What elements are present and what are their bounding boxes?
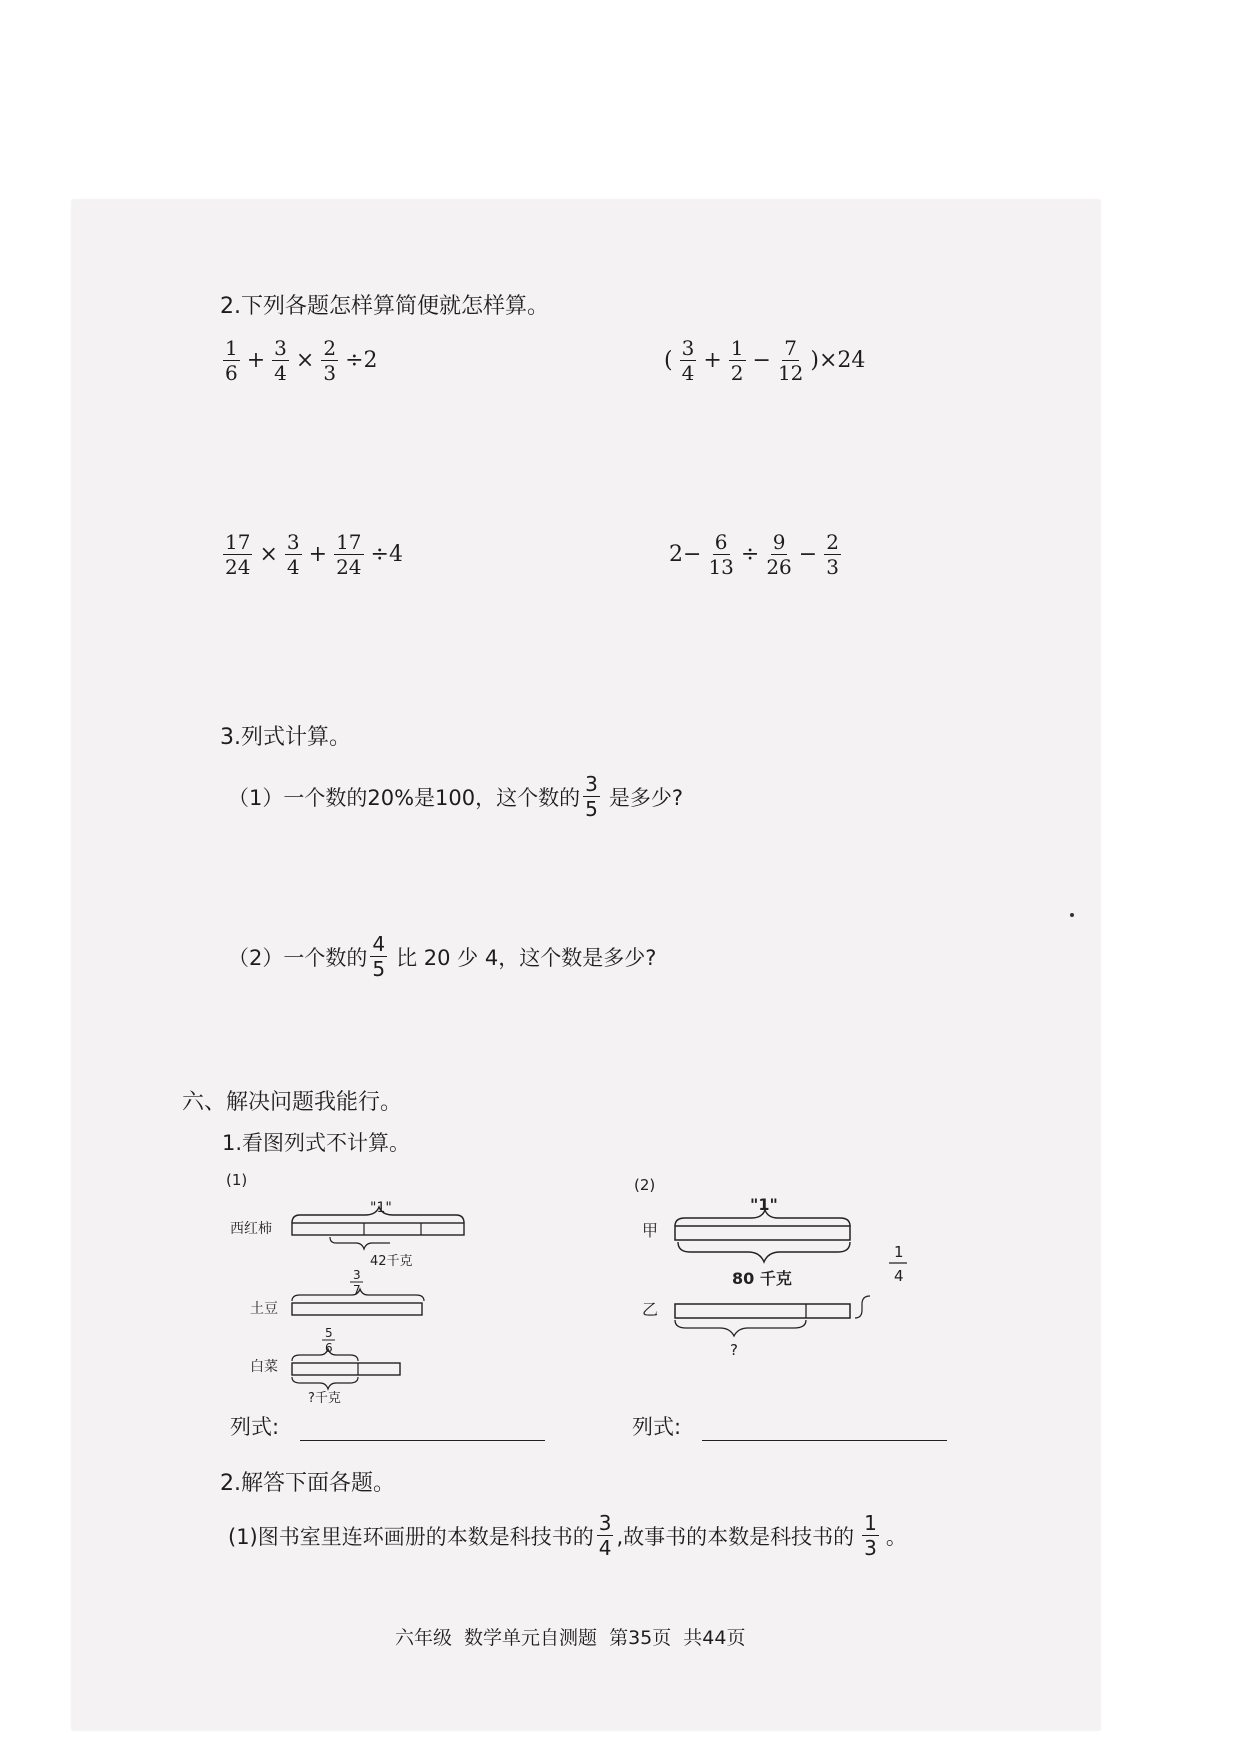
expression-3 — [220, 532, 407, 577]
fig1-row3-label: 白菜 — [250, 1359, 278, 1375]
fig2-question: ? — [730, 1341, 738, 1359]
expr-fraction: $\frac{1}{2}$ — [730, 336, 744, 385]
formula-label-2: 列式: — [632, 1415, 682, 1439]
svg-text:5: 5 — [325, 1326, 333, 1340]
section6-item1: 1.看图列式不计算。 — [222, 1131, 411, 1155]
formula-line-2[interactable] — [702, 1440, 947, 1441]
fig1-row1-bar — [292, 1223, 464, 1235]
q2-text-before: （2）一个数的 — [228, 945, 368, 970]
fig2-unit: "1" — [750, 1195, 778, 1214]
section6-title: 六、解决问题我能行。 — [182, 1090, 403, 1115]
q2-text-after: 比 20 少 4，这个数是多少? — [396, 945, 657, 970]
s6q1-text-before: (1)图书室里连环画册的本数是科技书的 — [228, 1524, 594, 1549]
formula-line-1[interactable] — [300, 1440, 545, 1441]
figure-2-diagram — [630, 1170, 930, 1370]
q2-fraction: 4 5 — [372, 932, 386, 981]
section2-title: 2.下列各题怎样算简便就怎样算。 — [220, 294, 549, 319]
s6q1-text-end: 。 — [885, 1524, 907, 1549]
s6q1-fraction-2: 1 3 — [864, 1511, 877, 1560]
fig2-amount: 80 千克 — [732, 1269, 792, 1288]
fig2-row1-bar — [675, 1226, 850, 1240]
fig2-row2-bar — [675, 1304, 850, 1318]
expression-1 — [220, 338, 382, 383]
s6q1-fraction-1: 3 4 — [598, 1511, 612, 1560]
expr-fraction: $\frac{3}{4}$ — [286, 530, 300, 579]
section3-question-1 — [228, 774, 683, 819]
svg-text:6: 6 — [325, 1341, 333, 1355]
expr-operator: ÷2 — [345, 348, 378, 373]
expr-operator: )×24 — [810, 348, 866, 373]
expr-fraction: $\frac{2}{3}$ — [826, 530, 839, 579]
expr-operator: + — [308, 542, 328, 567]
expr-operator: × — [259, 542, 278, 567]
section6-question-1 — [228, 1513, 907, 1558]
expr-operator: ( — [664, 348, 673, 373]
section6-item2: 2.解答下面各题。 — [220, 1471, 395, 1496]
fig2-row2-label: 乙 — [642, 1300, 659, 1319]
expr-fraction: $\frac{3}{4}$ — [274, 336, 287, 385]
expr-operator: + — [703, 348, 722, 373]
expr-fraction: $\frac{7}{12}$ — [777, 336, 804, 385]
expr-operator: ÷ — [740, 542, 760, 567]
fig1-unit: "1" — [370, 1200, 392, 1216]
expr-operator: − — [752, 348, 771, 373]
fig1-row3-bar — [292, 1363, 400, 1375]
expr-fraction: 1 6 — [225, 336, 238, 385]
q1-text-before: （1）一个数的20%是100，这个数的 — [228, 785, 581, 810]
expr-fraction: 3 4 — [681, 336, 695, 385]
s6q1-text-mid: ,故事书的本数是科技书的 — [616, 1524, 855, 1549]
expression-4 — [665, 532, 844, 577]
expression-2 — [660, 338, 869, 383]
svg-text:3: 3 — [353, 1268, 361, 1282]
svg-text:4: 4 — [894, 1267, 904, 1285]
expr-operator: 2− — [669, 542, 702, 567]
fig1-label: (1) — [226, 1171, 248, 1189]
expr-fraction: $\frac{2}{3}$ — [323, 336, 337, 385]
svg-text:1: 1 — [894, 1243, 904, 1261]
fig2-row1-label: 甲 — [642, 1221, 659, 1240]
q1-fraction: 3 5 — [585, 772, 598, 821]
speck — [1070, 913, 1074, 917]
fig1-row1-label: 西红柿 — [230, 1221, 272, 1237]
fig1-row2-label: 土豆 — [250, 1301, 278, 1317]
q1-text-after: 是多少? — [608, 785, 684, 810]
expr-operator: + — [246, 348, 266, 373]
formula-label-1: 列式: — [230, 1415, 280, 1439]
fig2-label: (2) — [634, 1176, 656, 1194]
section3-question-2 — [228, 934, 656, 979]
expr-operator: − — [798, 542, 818, 567]
page-footer: 六年级 数学单元自测题 第35页 共44页 — [395, 1627, 746, 1649]
fig1-row2-bar — [292, 1303, 422, 1315]
figure-1-diagram — [220, 1165, 480, 1405]
svg-text:7: 7 — [353, 1283, 361, 1297]
fig1-question: ?千克 — [308, 1391, 341, 1405]
expr-fraction: $\frac{9}{26}$ — [766, 530, 792, 579]
section3-title: 3.列式计算。 — [220, 725, 351, 750]
expr-operator: ÷4 — [370, 542, 403, 567]
expr-fraction: $\frac{6}{13}$ — [708, 530, 734, 579]
expr-fraction: $\frac{17}{24}$ — [336, 530, 362, 579]
expr-operator: × — [295, 348, 315, 373]
expr-fraction: $\frac{17}{24}$ — [225, 530, 251, 579]
fig1-amount: 42千克 — [370, 1254, 413, 1269]
